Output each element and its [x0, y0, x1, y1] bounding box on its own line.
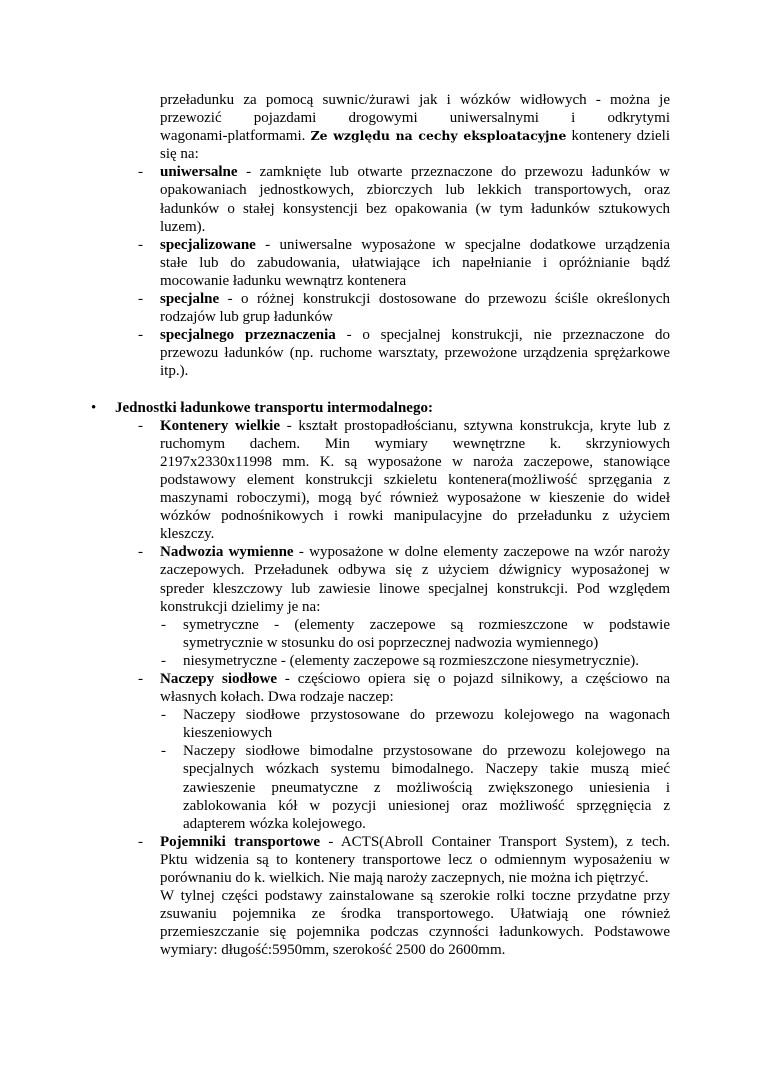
- text-line: ładunków o stałej konsystencji bez opakowania (w tym ładunków sztukowych: [160, 200, 670, 217]
- text-line: [160, 670, 670, 688]
- text-line: porównaniu do k. wielkich. Nie mają naroży zaczepnych, nie można ich piętrzyć.: [160, 870, 649, 887]
- line-text: - częściowo opiera się o pojazd silnikowy, a częściowo na: [284, 671, 671, 687]
- dash-marker: -: [138, 671, 143, 687]
- bullet-marker: •: [91, 399, 97, 416]
- text-line: symetrycznie w stosunku do osi poprzecznej nadwozia wymiennego): [183, 634, 599, 651]
- item-term: specjalizowane: [160, 236, 256, 253]
- text-line: mocowanie ładunku wewnątrz kontenera: [160, 272, 407, 289]
- text-line: symetryczne - (elementy zaczepowe są rozmieszczone w podstawie: [183, 616, 670, 633]
- text-line: luzem).: [160, 218, 206, 235]
- dash-marker: -: [138, 417, 143, 434]
- text-line: maszynami roboczymi), mogą być również wyposażone w kieszenie do wideł: [160, 490, 670, 507]
- section-heading: [91, 399, 670, 417]
- dash-marker: -: [138, 291, 143, 308]
- line-text: - wyposażone w dolne elementy zaczepowe na wzór naroży: [298, 544, 670, 561]
- text-line: własnych kołach. Dwa rodzaje naczep:: [160, 689, 394, 706]
- dash-marker: -: [138, 833, 143, 850]
- text-line: zsuwaniu pojemnika ze środka transportowego. Ułatwiają one również: [160, 906, 670, 923]
- list-item-kontenery-wielkie: [138, 417, 671, 544]
- list-item-nadwozia-wymienne: [138, 543, 670, 615]
- heading-text: Jednostki ładunkowe transportu intermodalnego:: [115, 399, 433, 416]
- text-line: przewozić pojazdami drogowymi uniwersalnymi i odkrytymi: [160, 110, 670, 127]
- text-line: rodzajów lub grup ładunków: [160, 309, 333, 326]
- text-line: spreder kleszczowy lub zawiesie linowe specjalnej konstrukcji. Pod względem: [160, 580, 670, 597]
- text-line: [160, 163, 670, 181]
- text-line: 2197x2330x11998 mm. K. są wyposażone w naroża zaczepowe, stanowiące: [160, 453, 670, 470]
- list-item-pojemniki-transportowe: [138, 833, 670, 960]
- dash-marker: -: [161, 743, 166, 760]
- text-line: się na:: [160, 146, 199, 163]
- item-term: Kontenery wielkie: [160, 417, 280, 434]
- dash-marker: -: [138, 236, 143, 253]
- dash-marker: -: [138, 327, 143, 344]
- text-line: zablokowania kół w pozycji uniesionej oraz możliwość sprzęgnięcia z: [183, 797, 670, 814]
- item-term: specjalne: [160, 291, 220, 308]
- text-line: przewozu ładunków (np. ruchome warsztaty, przewożone urządzenia sprężarkowe: [160, 345, 670, 362]
- text-line: wózków podnośnikowych i rowki manipulacyjne do przeładunku z użyciem: [160, 508, 670, 525]
- dash-marker: -: [161, 616, 166, 633]
- line-text: wagonami-platformami.: [160, 128, 306, 145]
- item-term: uniwersalne: [160, 164, 238, 181]
- text-line: [160, 417, 670, 435]
- list-item-specjalnego-przeznaczenia: [138, 326, 671, 380]
- sub-item-symetryczne: [161, 616, 670, 652]
- line-text: - o różnej konstrukcji dostosowane do przewozu ściśle określonych: [227, 291, 670, 308]
- sub-item-niesymetryczne: [161, 652, 670, 670]
- text-line: wymiary: długość:5950mm, szerokość 2500 do 2600mm.: [160, 942, 506, 959]
- text-line: zawieszenie pneumatyczne z możliwością zwiększonego uniesienia i: [183, 779, 670, 796]
- dash-marker: -: [138, 544, 143, 561]
- text-line: specjalnych wózkach systemu bimodalnego. Naczepy takie muszą mieć: [183, 761, 670, 778]
- line-text: - kształt prostopadłościanu, sztywna konstrukcja, kryte lub z: [286, 417, 671, 434]
- text-line: niesymetryczne - (elementy zaczepowe są rozmieszczone niesymetrycznie).: [183, 652, 640, 669]
- text-line: Naczepy siodłowe przystosowane do przewozu kolejowego na wagonach: [183, 707, 670, 724]
- item-term: specjalnego przeznaczenia: [160, 327, 336, 344]
- text-line: przemieszczanie się pojemnika podczas czynności ładunkowych. Podstawowe: [160, 924, 670, 941]
- sub-item-naczepy-bimodalne: [161, 742, 670, 832]
- list-item-uniwersalne: [138, 163, 671, 235]
- emphasis-text: Ze względu na cechy eksploatacyjne: [310, 128, 567, 144]
- text-line: stałe lub do zabudowania, ułatwiające ich napełnianie i opróżnianie bądź: [160, 254, 670, 271]
- sub-item-naczepy-kolejowe: [161, 706, 670, 742]
- dash-marker: -: [161, 652, 166, 669]
- item-term: Nadwozia wymienne: [160, 544, 294, 561]
- text-line: kleszczy.: [160, 526, 215, 543]
- text-line: ruchomym dachem. Min wymiary wewnętrzne k. skrzyniowych: [160, 435, 670, 452]
- list-item-specjalizowane: [138, 236, 671, 290]
- line-text: - zamknięte lub otwarte przeznaczone do przewozu ładunków w: [246, 164, 671, 181]
- text-line: kieszeniowych: [183, 725, 273, 742]
- line-text: kontenery dzieli: [571, 128, 670, 145]
- text-line: przeładunku za pomocą suwnic/żurawi jak i wózków widłowych - można je: [160, 92, 670, 108]
- text-line: Naczepy siodłowe bimodalne przystosowane do przewozu kolejowego na: [183, 743, 670, 760]
- text-line: [160, 833, 670, 851]
- text-line: podstawowy element konstrukcji szkieletu kontenera(możliwość sprzęgania z: [160, 471, 670, 488]
- page-content: [0, 91, 760, 960]
- line-text: - o specjalnej konstrukcji, nie przeznaczone do: [346, 327, 671, 344]
- item-term: Naczepy siodłowe: [160, 671, 278, 687]
- text-line: [160, 326, 670, 344]
- item-term: Pojemniki transportowe: [160, 833, 320, 850]
- text-line: opakowaniach jednostkowych, zbiorczych lub lekkich transportowych, oraz: [160, 182, 670, 199]
- list-item-specjalne: [138, 290, 670, 326]
- text-line: adapterem wózka kolejowego.: [183, 815, 366, 832]
- text-line: zaczepowych. Przeładunek odbywa się z użyciem dźwignicy wyposażonej w: [160, 562, 670, 579]
- text-line: W tylnej części podstawy zainstalowane są szerokie rolki toczne przydatne przy: [160, 888, 670, 905]
- text-line: [160, 543, 670, 561]
- text-line: [160, 236, 670, 254]
- text-line: [160, 127, 670, 145]
- text-line: itp.).: [160, 363, 189, 380]
- text-line: [160, 290, 670, 308]
- list-item-naczepy-siodlowe: [138, 670, 671, 706]
- dash-marker: -: [138, 164, 143, 181]
- text-line: konstrukcji dzielimy je na:: [160, 598, 321, 615]
- text-line: Pktu widzenia są to kontenery transportowe lecz o odmiennym wyposażeniu w: [160, 851, 670, 868]
- line-text: - uniwersalne wyposażone w specjalne dodatkowe urządzenia: [265, 236, 671, 253]
- intro-paragraph: [160, 91, 670, 163]
- line-text: - ACTS(Abroll Container Transport System), z tech.: [328, 833, 670, 850]
- dash-marker: -: [161, 707, 166, 724]
- blank-line: [0, 381, 760, 399]
